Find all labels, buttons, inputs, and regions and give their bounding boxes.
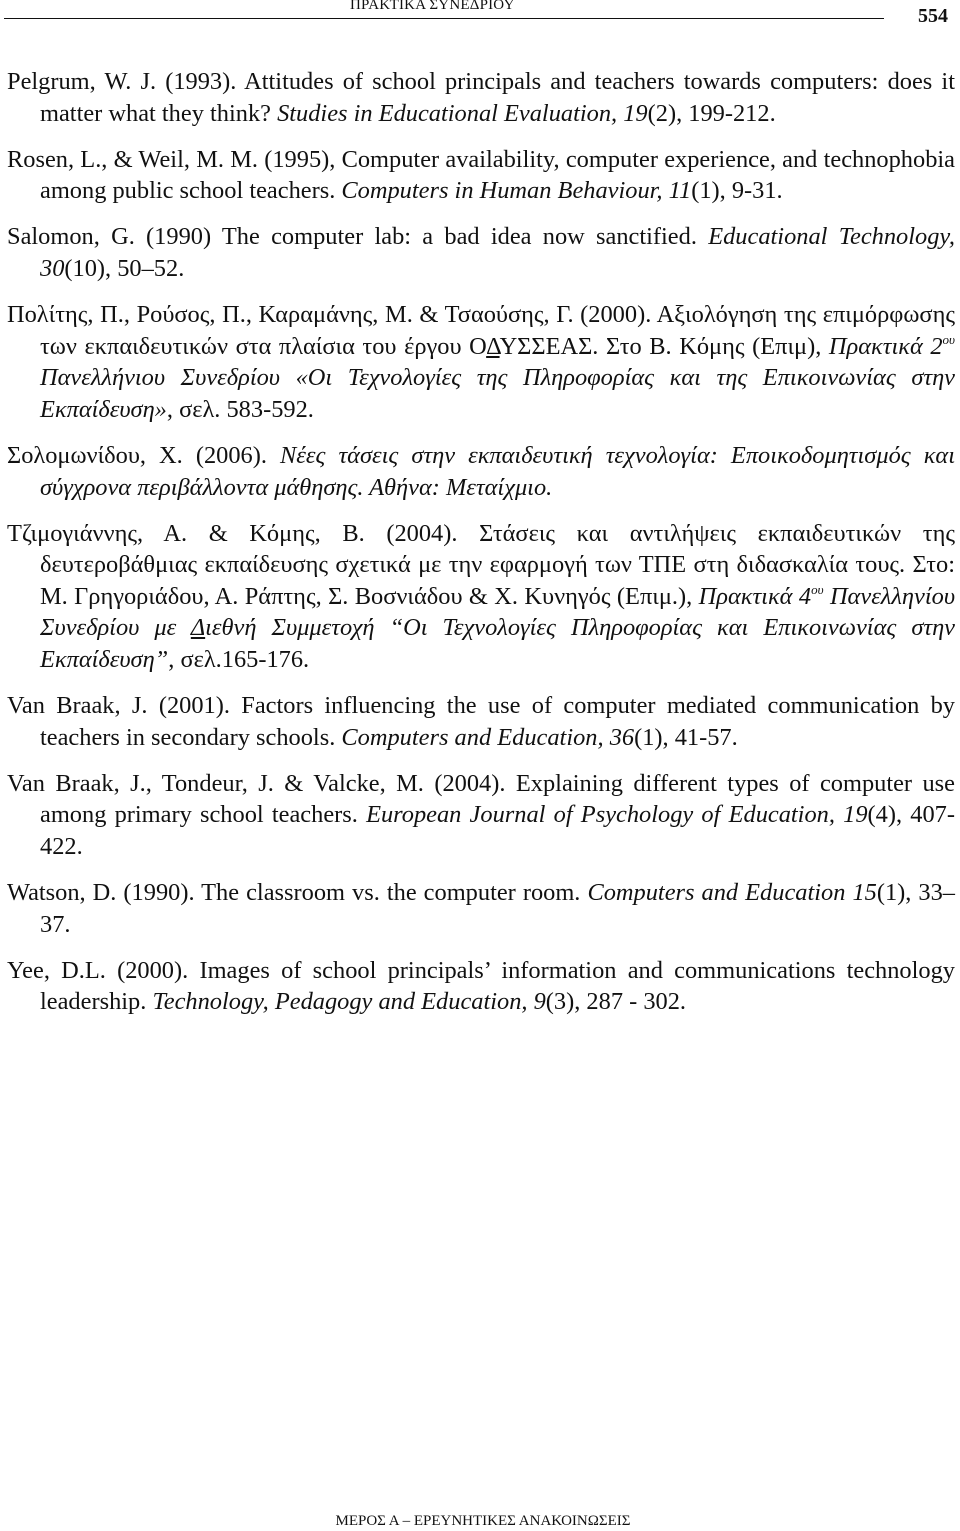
italic-text: Computers in Human Behaviour, 11 bbox=[341, 177, 692, 205]
italic-text: Πανελληνίου Συνεδρίου με bbox=[40, 582, 956, 642]
header-rule bbox=[4, 18, 884, 19]
page-number: 554 bbox=[918, 5, 948, 27]
italic-text: Πρακτικά 4 bbox=[698, 582, 812, 610]
italic-text: Computers and Education, 36 bbox=[341, 723, 635, 751]
reference-text: Πολίτης, Π., Ρούσος, Π., Καραμάνης, Μ. & Τσαούσης, Γ. (2000). Αξιολόγηση της επιμόρφωσης των εκπαιδευτικών στα πλαίσια του έργου Ο bbox=[7, 301, 955, 360]
reference-text: (1), 33–37. bbox=[40, 879, 956, 938]
reference-text: Σολομωνίδου, Χ. (2006). bbox=[7, 441, 280, 469]
italic-text: Technology, Pedagogy and Education, 9 bbox=[152, 988, 546, 1016]
reference-text: ΥΣΣΕΑΣ. Στο Β. Κόμης (Επιμ), bbox=[499, 332, 829, 360]
reference-text: Van Braak, J., Tondeur, J. & Valcke, M. (2004). Explaining different types of computer use among primary school teachers. bbox=[7, 769, 955, 829]
reference-text: Van Braak, J. (2001). Factors influencing the use of computer mediated communication by teachers in secondary schools. bbox=[7, 692, 955, 751]
reference-text: (2), 199-212. bbox=[647, 99, 776, 127]
superscript-text: ου bbox=[811, 581, 824, 597]
reference-text: Salomon, G. (1990) The computer lab: a bad idea now sanctified. bbox=[7, 223, 709, 251]
italic-text: European Journal of Psychology of Education, 19 bbox=[366, 801, 868, 829]
italic-text: Δ bbox=[190, 614, 206, 642]
reference-text: Rosen, L., & Weil, M. M. (1995), Computer availability, computer experience, and technophobia among public school teachers. bbox=[7, 145, 955, 205]
reference-entry bbox=[7, 144, 955, 207]
reference-text: Watson, D. (1990). The classroom vs. the computer room. bbox=[7, 879, 588, 907]
reference-text: , σελ. 583-592. bbox=[166, 395, 314, 423]
reference-entry bbox=[7, 877, 955, 940]
reference-text: (10), 50–52. bbox=[64, 254, 185, 282]
reference-entry bbox=[7, 518, 955, 676]
reference-text: , σελ.165-176. bbox=[168, 646, 310, 673]
reference-entry bbox=[7, 955, 955, 1018]
page-footer bbox=[0, 1513, 960, 1530]
reference-entry bbox=[7, 299, 955, 425]
reference-text: Δ bbox=[486, 332, 500, 360]
reference-text: Pelgrum, W. J. (1993). Attitudes of school principals and teachers towards computers: does it matter what they think? bbox=[7, 68, 955, 127]
footer-text: ΜΕΡΟΣ Α – ΕΡΕΥΝΗΤΙΚΕΣ ΑΝΑΚΟΙΝΩΣΕΙΣ bbox=[335, 1513, 631, 1529]
italic-text: Πανελλήνιου Συνεδρίου «Οι Τεχνολογίες της Πληροφορίας και της Επικοινωνίας στην Εκπαίδευση» bbox=[40, 364, 955, 423]
italic-text: Πρακτικά 2 bbox=[828, 332, 943, 360]
reference-entry bbox=[7, 221, 955, 284]
page-header bbox=[0, 0, 960, 30]
italic-text: Studies in Educational Evaluation, 19 bbox=[277, 99, 648, 127]
running-title: ΠΡΑΚΤΙΚΑ ΣΥΝΕΔΡΙΟΥ bbox=[350, 0, 515, 13]
reference-entry bbox=[7, 66, 955, 129]
reference-text: (3), 287 - 302. bbox=[545, 988, 687, 1016]
superscript-text: ου bbox=[942, 331, 955, 347]
reference-entry bbox=[7, 768, 955, 863]
reference-entry bbox=[7, 690, 955, 753]
reference-text: (1), 9-31. bbox=[691, 177, 783, 205]
italic-text: ιεθνή Συμμετοχή “Οι Τεχνολογίες Πληροφορίας και Επικοινωνίας στην Εκπαίδευση” bbox=[40, 614, 956, 673]
reference-entry bbox=[7, 440, 955, 503]
reference-text: Τζιμογιάννης, Α. & Κόμης, Β. (2004). Στάσεις και αντιλήψεις εκπαιδευτικών της δευτεροβάθμιας εκπαίδευσης σχετικά με την εφαρμογή των ΤΠΕ στη διδασκαλία τους. Στο: Μ. Γρηγοριάδου, Α. Ράπτης, Σ. Βοσνιάδου & Χ. Κυνηγός (Επιμ.), bbox=[7, 519, 955, 610]
italic-text: Νέες τάσεις στην εκπαιδευτική τεχνολογία: Εποικοδομητισμός και σύγχρονα περιβάλλοντα μάθησης. Αθήνα: Μεταίχμιο. bbox=[40, 441, 956, 501]
reference-list bbox=[7, 66, 955, 1032]
reference-text: Yee, D.L. (2000). Images of school principals’ information and communications technology leadership. bbox=[7, 956, 955, 1016]
italic-text: Educational Technology, 30 bbox=[40, 223, 955, 282]
italic-text: Computers and Education 15 bbox=[587, 879, 877, 907]
reference-text: (4), 407-422. bbox=[40, 801, 955, 860]
reference-text: (1), 41-57. bbox=[634, 723, 738, 751]
